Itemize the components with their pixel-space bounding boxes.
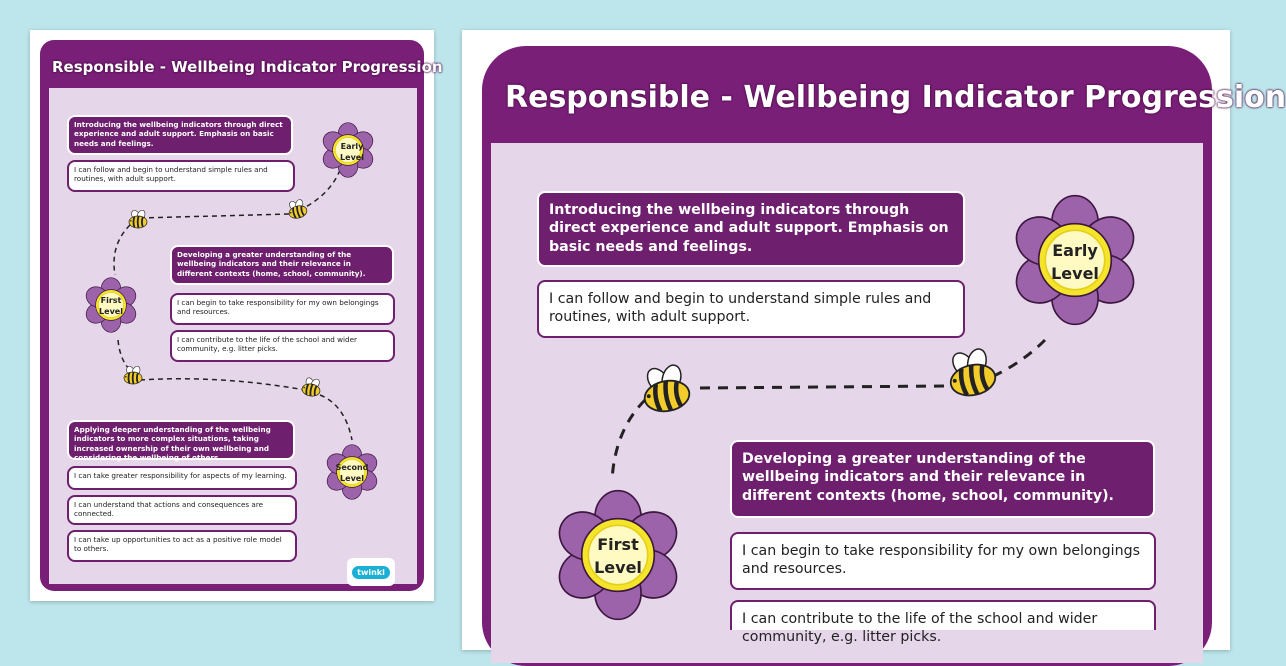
early-level-intro: Introducing the wellbeing indicators through direct experience and adult support. Emphasis on basic needs and feelings. xyxy=(537,191,965,267)
poster-title: Responsible - Wellbeing Indicator Progression xyxy=(52,58,443,76)
flower-first-level-icon xyxy=(82,278,139,333)
bee-icon xyxy=(286,197,308,220)
first-level-statement: I can begin to take responsibility for my own belongings and resources. xyxy=(170,293,395,325)
early-level-statement: I can follow and begin to understand simple rules and routines, with adult support. xyxy=(67,160,295,192)
second-level-label: Second xyxy=(335,463,369,472)
second-level-intro: Applying deeper understanding of the wellbeing indicators to more complex situations, taking increased ownership of their own wellbeing and considering the wellbeing of others. xyxy=(67,420,295,460)
second-level-label: Level xyxy=(340,474,364,483)
bee-icon xyxy=(129,209,147,228)
flower-second-level-icon xyxy=(323,445,380,500)
dashed-path xyxy=(118,340,130,370)
poster-title: Responsible - Wellbeing Indicator Progression xyxy=(505,80,1286,115)
second-level-statement: I can take greater responsibility for aspects of my learning. xyxy=(67,466,297,490)
first-level-label: Level xyxy=(594,558,642,577)
dashed-path xyxy=(320,395,352,440)
early-level-statement: I can follow and begin to understand simple rules and routines, with adult support. xyxy=(537,280,965,338)
twinkl-logo xyxy=(347,558,395,586)
early-level-label: Early xyxy=(340,142,364,151)
first-level-intro: Developing a greater understanding of the wellbeing indicators and their relevance in different contexts (home, school, community). xyxy=(730,440,1155,518)
dashed-path xyxy=(140,214,290,218)
early-level-label: Early xyxy=(1052,241,1098,260)
first-level-label: First xyxy=(597,535,639,554)
twinkl-logo-text: twinkl xyxy=(352,566,390,579)
flower-early-level-icon xyxy=(1008,196,1143,325)
bee-icon xyxy=(124,365,142,384)
first-level-label: Level xyxy=(99,307,123,316)
bee-icon xyxy=(639,360,692,415)
first-level-statement: I can begin to take responsibility for my own belongings and resources. xyxy=(730,532,1156,590)
second-level-statement: I can understand that actions and consequences are connected. xyxy=(67,495,297,525)
dashed-path xyxy=(700,386,945,388)
bee-icon xyxy=(944,343,998,399)
dashed-path xyxy=(140,379,305,390)
first-level-statement: I can contribute to the life of the school and wider community, e.g. litter picks. xyxy=(170,330,395,362)
dashed-path xyxy=(612,400,645,480)
first-level-intro: Developing a greater understanding of the wellbeing indicators and their relevance in different contexts (home, school, community). xyxy=(170,245,394,285)
dashed-path xyxy=(300,170,340,210)
first-level-label: First xyxy=(100,296,122,305)
flower-first-level-icon xyxy=(551,491,686,620)
first-level-statement: I can contribute to the life of the school and wider community, e.g. litter picks. xyxy=(730,600,1156,630)
early-level-label: Level xyxy=(1051,264,1099,283)
early-level-label: Level xyxy=(340,153,364,162)
second-level-statement: I can take up opportunities to act as a positive role model to others. xyxy=(67,530,297,562)
bee-icon xyxy=(301,376,322,398)
early-level-intro: Introducing the wellbeing indicators through direct experience and adult support. Emphasis on basic needs and feelings. xyxy=(67,115,293,155)
dashed-path xyxy=(114,225,130,275)
